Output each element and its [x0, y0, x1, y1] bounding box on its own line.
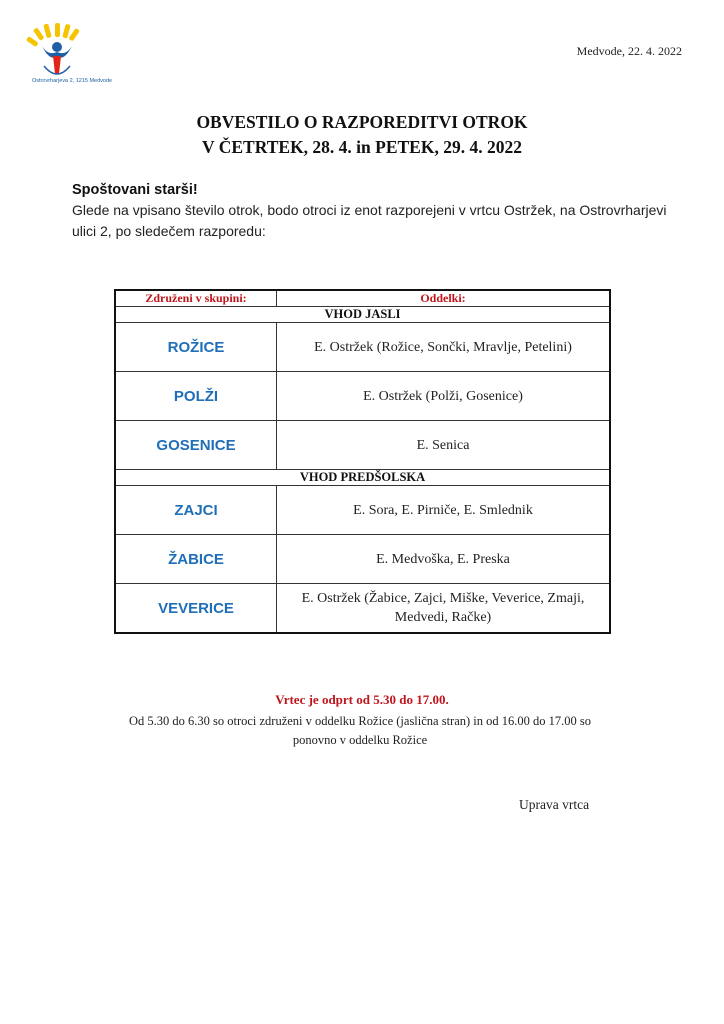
kindergarten-logo — [26, 22, 106, 84]
notice-title: OBVESTILO O RAZPOREDITVI OTROK — [196, 112, 528, 132]
section-title-nursery-entrance: VHOD JASLI — [115, 307, 610, 323]
signature: Uprava vrtca — [519, 797, 590, 812]
sun-figure-icon — [26, 22, 106, 84]
group-units: E. Ostržek (Žabice, Zajci, Miške, Veverice, Zmaji, Medvedi, Račke) — [277, 584, 611, 634]
group-units: E. Medvoška, E. Preska — [277, 535, 611, 584]
early-late-care-note: Od 5.30 do 6.30 so otroci združeni v oddelku Rožice (jaslična stran) in od 16.00 do 17.00 so ponovno v oddelku Rožice — [128, 714, 592, 747]
group-units: E. Ostržek (Polži, Gosenice) — [277, 372, 611, 421]
table-row — [115, 535, 610, 584]
group-name: GOSENICE — [115, 421, 277, 470]
section-row — [115, 470, 610, 486]
group-name: ZAJCI — [115, 486, 277, 535]
group-name: ROŽICE — [115, 323, 277, 372]
table-row — [115, 372, 610, 421]
group-name: ŽABICE — [115, 535, 277, 584]
greeting: Spoštovani starši! — [72, 182, 198, 198]
kindergarten-address: Ostrovrharjeva 2, 1215 Medvode — [32, 78, 113, 84]
group-name: VEVERICE — [115, 584, 277, 634]
column-header-groups: Združeni v skupini: — [115, 290, 277, 307]
group-assignment-table — [114, 289, 611, 634]
intro-paragraph: Glede na vpisano število otrok, bodo otroci iz enot razporejeni v vrtcu Ostržek, na Ostrovrharjevi ulici 2, po sledečem razporedu: — [72, 202, 667, 239]
table-row — [115, 584, 610, 634]
group-units: E. Sora, E. Pirniče, E. Smlednik — [277, 486, 611, 535]
column-header-units: Oddelki: — [277, 290, 611, 307]
opening-hours: Vrtec je odprt od 5.30 do 17.00. — [275, 692, 449, 707]
table-row — [115, 421, 610, 470]
table-header-row — [115, 290, 610, 307]
group-units: E. Senica — [277, 421, 611, 470]
document-date: Medvode, 22. 4. 2022 — [576, 44, 682, 58]
section-title-preschool-entrance: VHOD PREDŠOLSKA — [115, 470, 610, 486]
group-units: E. Ostržek (Rožice, Sončki, Mravlje, Petelini) — [277, 323, 611, 372]
group-name: POLŽI — [115, 372, 277, 421]
section-row — [115, 307, 610, 323]
table-row — [115, 486, 610, 535]
table-row — [115, 323, 610, 372]
notice-subtitle: V ČETRTEK, 28. 4. in PETEK, 29. 4. 2022 — [202, 137, 522, 157]
